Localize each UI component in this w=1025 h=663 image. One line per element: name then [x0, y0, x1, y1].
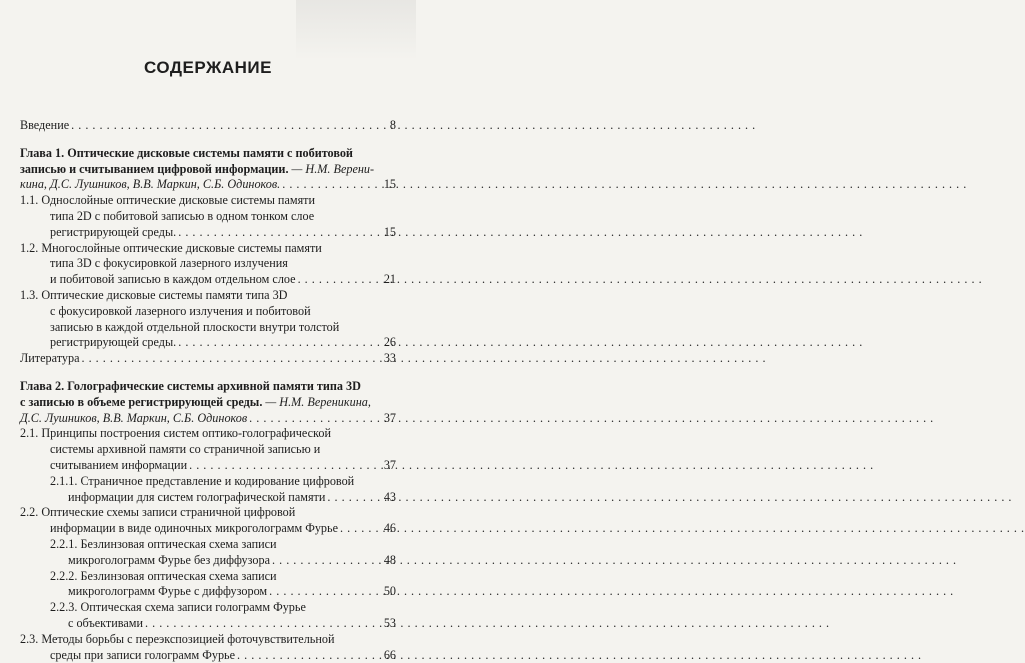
dot-leader — [282, 177, 382, 193]
dot-leader — [178, 225, 382, 241]
toc-page: 43 — [384, 490, 396, 506]
toc-label-cont: регистрирующей среды. — [50, 335, 176, 351]
toc-page: 53 — [384, 616, 396, 632]
toc-page: 48 — [384, 553, 396, 569]
dot-leader — [178, 335, 382, 351]
toc-label: 2.2.2. Безлинзовая оптическая схема записи — [50, 569, 277, 585]
chapter-authors: — Н.М. Вереникина, — [262, 395, 371, 409]
dot-leader — [237, 648, 382, 663]
toc-page: 50 — [384, 584, 396, 600]
toc-label-cont: микроголограмм Фурье с диффузором — [68, 584, 267, 600]
dot-leader — [327, 490, 381, 506]
chapter-authors: — Н.М. Верени- — [289, 162, 375, 176]
toc-label-cont: типа 3D с фокусировкой лазерного излучения — [50, 256, 288, 272]
facing-page-bleed — [296, 0, 416, 60]
dot-leader — [71, 118, 388, 134]
toc-page: 15 — [384, 225, 396, 241]
toc-label-cont: среды при записи голограмм Фурье — [50, 648, 235, 663]
toc-page: 66 — [384, 648, 396, 663]
toc-label-cont: и побитовой записью в каждом отдельном слое — [50, 272, 296, 288]
toc-page: 15 — [384, 177, 396, 193]
dot-leader — [249, 411, 382, 427]
toc-chapter-1 — [20, 146, 396, 193]
toc-page: 46 — [384, 521, 396, 537]
toc-label: 2.2.1. Безлинзовая оптическая схема записи — [50, 537, 277, 553]
toc-page: 21 — [384, 272, 396, 288]
chapter-heading-cont: записью и считыванием цифровой информации. — [20, 162, 289, 176]
toc-label-cont: считыванием информации — [50, 458, 187, 474]
toc-label-cont: информации в виде одиночных микроголограмм Фурье — [50, 521, 338, 537]
dot-leader — [81, 351, 381, 367]
toc-section-2-3 — [20, 632, 396, 663]
toc-chapter-2 — [20, 379, 396, 426]
toc-label-cont: регистрирующей среды. — [50, 225, 176, 241]
toc-label-cont: системы архивной памяти со страничной записью и — [50, 442, 320, 458]
dot-leader — [298, 272, 382, 288]
toc-label: 2.2.3. Оптическая схема записи голограмм Фурье — [50, 600, 306, 616]
toc-section-2-2-3 — [20, 600, 396, 632]
dot-leader — [272, 553, 382, 569]
toc-label: Литература — [20, 351, 79, 367]
chapter-heading: Глава 2. Голографические системы архивной памяти типа 3D — [20, 379, 361, 395]
toc-label-cont: микроголограмм Фурье без диффузора — [68, 553, 270, 569]
toc-page: 37 — [384, 458, 396, 474]
toc-page: 37 — [384, 411, 396, 427]
toc-entry-intro — [20, 118, 396, 134]
toc-label-cont: с фокусировкой лазерного излучения и побитовой — [50, 304, 311, 320]
toc-section-1-3 — [20, 288, 396, 351]
toc-label: 2.2. Оптические схемы записи страничной цифровой — [20, 505, 295, 521]
toc-section-2-2-1 — [20, 537, 396, 569]
dot-leader — [340, 521, 382, 537]
toc-page: 33 — [384, 351, 396, 367]
dot-leader — [189, 458, 382, 474]
toc-label: 1.1. Однослойные оптические дисковые системы памяти — [20, 193, 315, 209]
toc-label: 1.2. Многослойные оптические дисковые системы памяти — [20, 241, 322, 257]
toc-section-2-2 — [20, 505, 396, 537]
toc-label: 1.3. Оптические дисковые системы памяти типа 3D — [20, 288, 287, 304]
chapter-heading: Глава 1. Оптические дисковые системы памяти с побитовой — [20, 146, 353, 162]
chapter-authors-cont: кина, Д.С. Лушников, В.В. Маркин, С.Б. Одиноков. — [20, 177, 280, 193]
toc-label: 2.1. Принципы построения систем оптико-голографической — [20, 426, 331, 442]
toc-label: 2.3. Методы борьбы с переэкспозицией фоточувствительной — [20, 632, 334, 648]
toc-section-2-1-1 — [20, 474, 396, 506]
toc-label: 2.1.1. Страничное представление и кодирование цифровой — [50, 474, 354, 490]
dot-leader — [269, 584, 382, 600]
chapter-authors-cont: Д.С. Лушников, В.В. Маркин, С.Б. Одиноков — [20, 411, 247, 427]
toc-label-cont: записью в каждой отдельной плоскости внутри толстой — [50, 320, 339, 336]
toc-label: Введение — [20, 118, 69, 134]
toc-label-cont: типа 2D с побитовой записью в одном тонком слое — [50, 209, 314, 225]
toc-section-1-2 — [20, 241, 396, 288]
toc-entry-literature — [20, 351, 396, 367]
toc-section-2-2-2 — [20, 569, 396, 601]
dot-leader — [145, 616, 382, 632]
toc-label-cont: информации для систем голографической памяти — [68, 490, 325, 506]
toc-label-cont: с объективами — [68, 616, 143, 632]
toc-section-1-1 — [20, 193, 396, 240]
toc-page: 8 — [390, 118, 396, 134]
toc-section-2-1 — [20, 426, 396, 473]
book-page — [0, 0, 416, 650]
page-title: СОДЕРЖАНИЕ — [0, 58, 416, 78]
chapter-heading-cont: с записью в объеме регистрирующей среды. — [20, 395, 262, 409]
table-of-contents — [20, 118, 396, 663]
toc-page: 26 — [384, 335, 396, 351]
